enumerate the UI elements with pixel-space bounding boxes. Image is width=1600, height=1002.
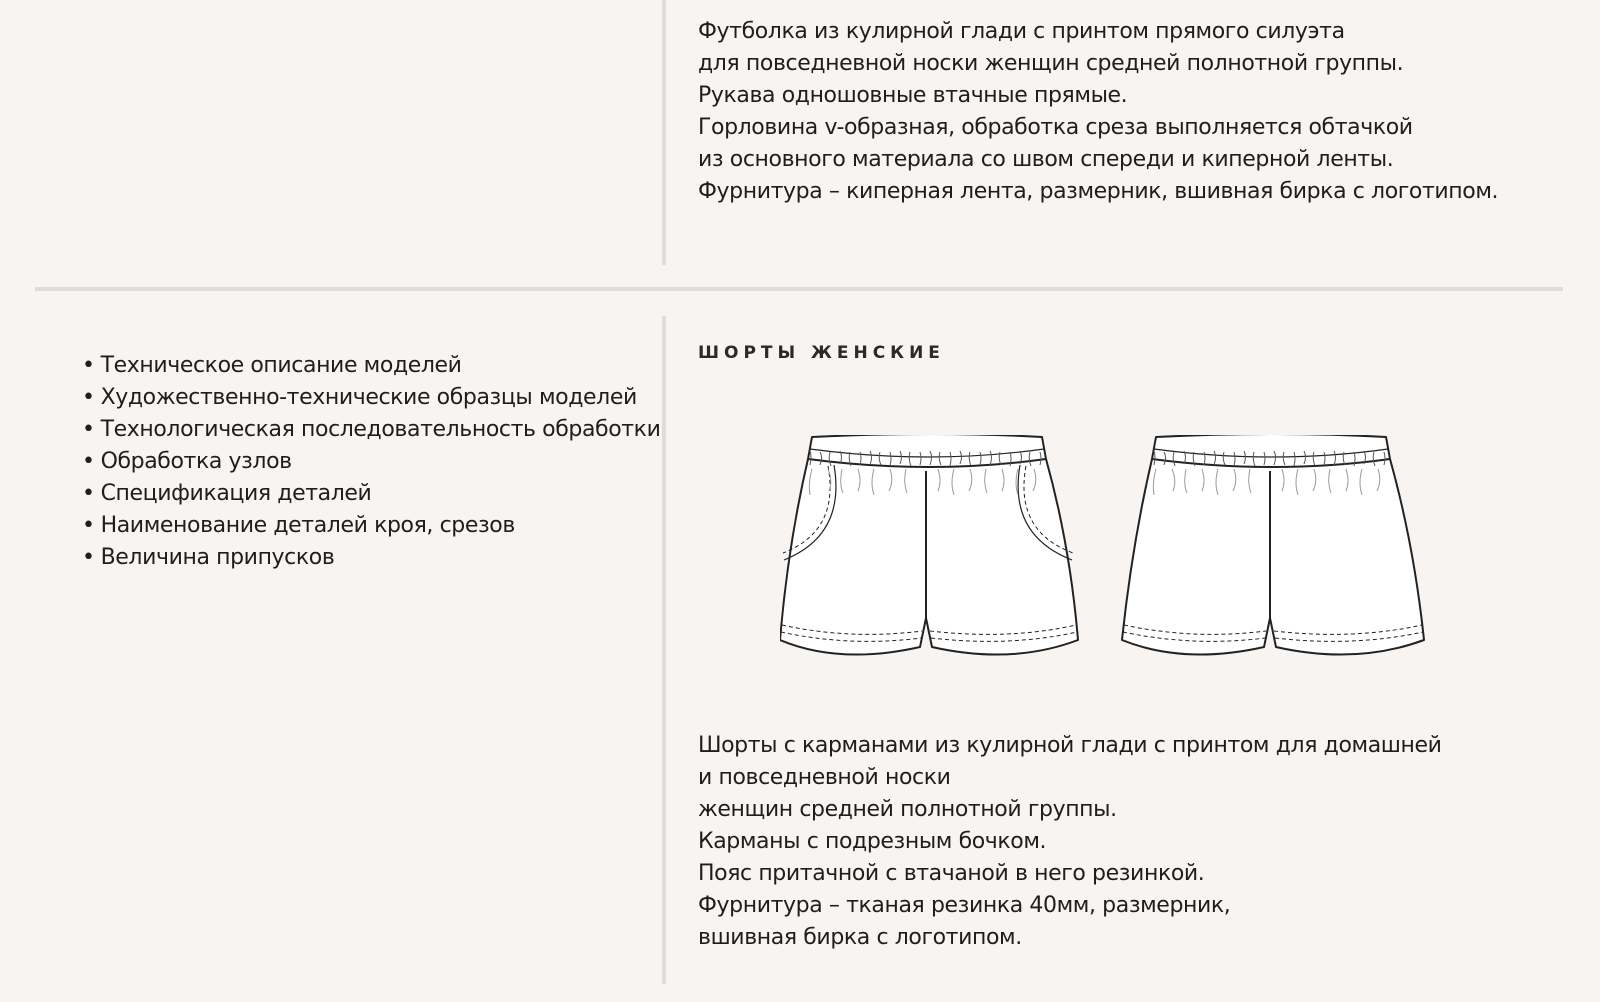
shorts-technical-sketch (780, 435, 1480, 675)
feature-item: • Величина припусков (82, 542, 660, 574)
tshirt-description-line: из основного материала со швом спереди и киперной ленты. (698, 147, 1394, 172)
shorts-description-line: вшивная бирка с логотипом. (698, 925, 1022, 950)
shorts-description (698, 730, 1442, 954)
features-list (82, 350, 660, 574)
tshirt-description-line: Рукава одношовные втачные прямые. (698, 83, 1128, 108)
shorts-back-view (1122, 435, 1424, 655)
shorts-description-line: и повседневной носки (698, 765, 951, 790)
feature-item: • Техническое описание моделей (82, 350, 660, 382)
tshirt-description (698, 16, 1498, 208)
shorts-description-line: Шорты с карманами из кулирной глади с принтом для домашней (698, 733, 1442, 758)
feature-item: • Наименование деталей кроя, срезов (82, 510, 660, 542)
tshirt-description-line: Горловина v-образная, обработка среза выполняется обтачкой (698, 115, 1413, 140)
feature-item: • Обработка узлов (82, 446, 660, 478)
feature-item: • Технологическая последовательность обработки (82, 414, 660, 446)
tshirt-description-line: Футболка из кулирной глади с принтом прямого силуэта (698, 19, 1345, 44)
shorts-description-line: Пояс притачной с втачаной в него резинкой. (698, 861, 1205, 886)
feature-item: • Художественно-технические образцы моделей (82, 382, 660, 414)
vertical-divider-bottom (662, 316, 666, 984)
shorts-description-line: женщин средней полнотной группы. (698, 797, 1117, 822)
tshirt-description-line: для повседневной носки женщин средней полнотной группы. (698, 51, 1404, 76)
shorts-front-view (780, 435, 1078, 655)
vertical-divider-top (662, 0, 666, 265)
section-title-shorts: ШОРТЫ ЖЕНСКИЕ (698, 343, 945, 363)
shorts-description-line: Фурнитура – тканая резинка 40мм, размерник, (698, 893, 1231, 918)
feature-item: • Спецификация деталей (82, 478, 660, 510)
tshirt-description-line: Фурнитура – киперная лента, размерник, вшивная бирка с логотипом. (698, 179, 1499, 204)
shorts-description-line: Карманы с подрезным бочком. (698, 829, 1047, 854)
horizontal-divider (35, 287, 1563, 291)
